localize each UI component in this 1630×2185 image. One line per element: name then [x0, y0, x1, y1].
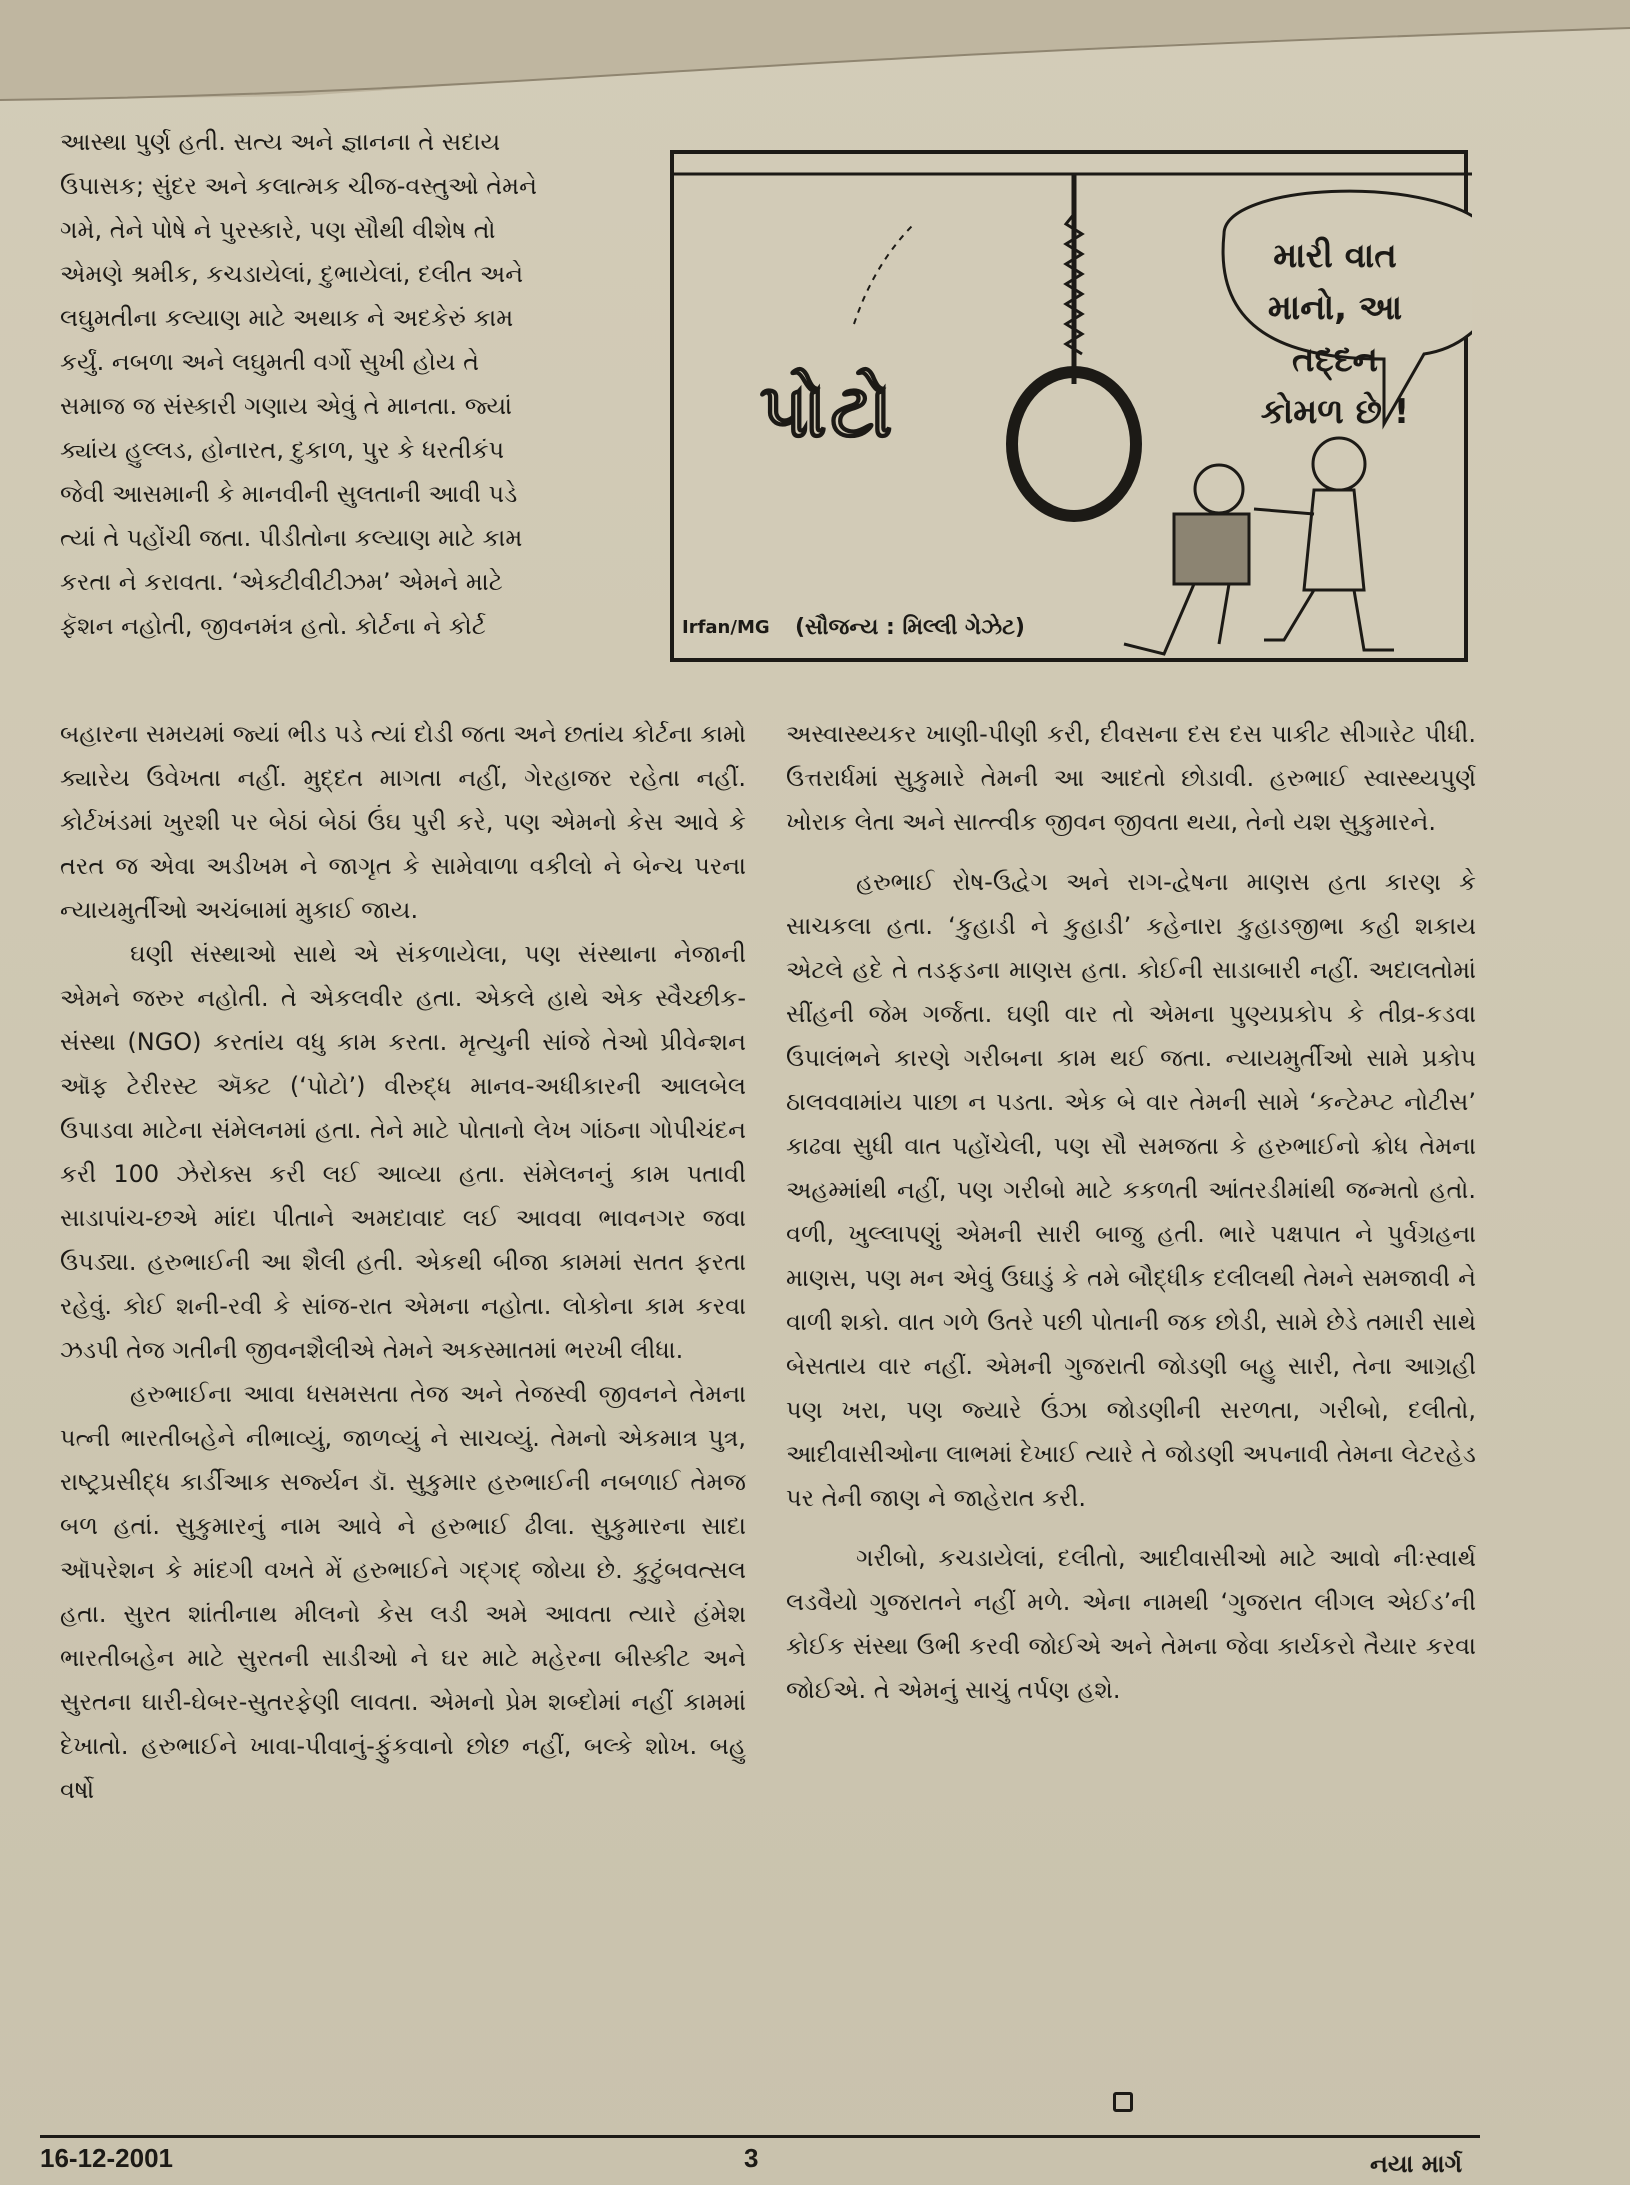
paragraph: ઘણી સંસ્થાઓ સાથે એ સંકળાયેલા, પણ સંસ્થાના નેજાની એમને જરુર નહોતી. તે એકલવીર હતા. એકલે હાથે એક સ્વૈચ્છીક-સંસ્થા (NGO) કરતાંય વધુ કામ કરતા. મૃત્યુની સાંજે તેઓ પ્રીવેન્શન ઑફ ટેરીરસ્ટ ઍક્ટ (‘પોટો’) વીરુદ્ધ માનવ-અધીકારની આલબેલ ઉપાડવા માટેના સંમેલનમાં હતા. તેને માટે પોતાનો લેખ ગાંઠના ગોપીચંદન કરી 100 ઝેરોક્સ કરી લઈ આવ્યા હતા. સંમેલનનું કામ પતાવી સાડાપાંચ-છએ માંદા પીતાને અમદાવાદ લઈ આવવા ભાવનગર જવા ઉપડ્યા. હરુભાઈની આ શૈલી હતી. એકથી બીજા કામમાં સતત ફરતા રહેવું. કોઈ શની-રવી કે સાંજ-રાત એમના નહોતા. લોકોના કામ કરવા ઝડપી તેજ ગતીની જીવનશૈલીએ તેમને અકસ્માતમાં ભરખી લીધા. [60, 940, 746, 1364]
paragraph: હરુભાઈના આવા ધસમસતા તેજ અને તેજસ્વી જીવનને તેમના પત્ની ભારતીબહેને નીભાવ્યું, જાળવ્યું ને સાચવ્યું. તેમનો એકમાત્ર પુત્ર, રાષ્ટ્રપ્રસીદ્ધ કાર્ડીઆક સર્જ્યન ડૉ. સુકુમાર હરુભાઈની નબળાઈ તેમજ બળ હતાં. સુકુમારનું નામ આવે ને હરુભાઈ ઢીલા. સુકુમારના સાદા ઑપરેશન કે માંદગી વખતે મેં હરુભાઈને ગદ્ગદ્ જોયા છે. કુટુંબવત્સલ હતા. સુરત શાંતીનાથ મીલનો કેસ લડી અમે આવતા ત્યારે હંમેશ ભારતીબહેન માટે સુરતની સાડીઓ ને ઘર માટે મહેરના બીસ્કીટ અને સુરતના ઘારી-ઘેબર-સુતરફેણી લાવતા. એમનો પ્રેમ શબ્દોમાં નહીં કામમાં દેખાતો. હરુભાઈને ખાવા-પીવાનું-ફુંકવાનો છોછ નહીં, બલ્કે શોખ. બહુ વર્ષો [60, 1380, 746, 1804]
publication-title: નયા માર્ગ [1370, 2150, 1463, 2178]
end-of-article-mark [1113, 2092, 1133, 2112]
paragraph: બહારના સમયમાં જ્યાં ભીડ પડે ત્યાં દોડી જતા અને છતાંય કોર્ટના કામો ક્યારેય ઉવેખતા નહીં. મુદ્દત માગતા નહીં, ગેરહાજર રહેતા નહીં. કોર્ટખંડમાં ખુરશી પર બેઠાં બેઠાં ઉંઘ પુરી કરે, પણ એમનો કેસ આવે કે તરત જ એવા અડીખમ ને જાગૃત કે સામેવાળા વકીલો ને બેન્ચ પરના ન્યાયમુર્તીઓ અચંબામાં મુકાઈ જાય. [60, 720, 746, 924]
speech-bubble-text: મારી વાત માનો, આ તદ્દન કોમળ છે ! [1260, 236, 1410, 432]
cartoon-courtesy: (સૌજન્ય : મિલ્લી ગેઝેટ) [795, 615, 1025, 640]
torn-top-edge [0, 0, 1630, 110]
left-column-top [60, 120, 640, 648]
issue-date: 16-12-2001 [40, 2143, 173, 2173]
paragraph: આસ્થા પુર્ણ હતી. સત્ય અને જ્ઞાનના તે સદાય ઉપાસક; સુંદર અને કલાત્મક ચીજ-વસ્તુઓ તેમને ગમે, તેને પોષે ને પુરસ્કારે, પણ સૌથી વીશેષ તો એમણે શ્રમીક, કચડાયેલાં, દુભાયેલાં, દલીત અને લઘુમતીના કલ્યાણ માટે અથાક ને અદકેરું કામ કર્યું. નબળા અને લઘુમતી વર્ગો સુખી હોય તે સમાજ જ સંસ્કારી ગણાય એવું તે માનતા. જ્યાં ક્યાંય હુલ્લડ, હોનારત, દુકાળ, પુર કે ધરતીકંપ જેવી આસમાની કે માનવીની સુલતાની આવી પડે ત્યાં તે પહોંચી જતા. પીડીતોના કલ્યાણ માટે કામ કરતા ને કરાવતા. ‘એક્ટીવીટીઝમ’ એમને માટે ફૅશન નહોતી, જીવનમંત્ર હતો. કોર્ટના ને કોર્ટ [60, 128, 538, 640]
figure-right [1254, 438, 1394, 650]
cartoonist-credit: Irfan/MG [682, 617, 770, 638]
page-number: 3 [744, 2143, 759, 2173]
footer-rule [40, 2135, 1480, 2138]
paragraph: ગરીબો, કચડાયેલાં, દલીતો, આદીવાસીઓ માટે આવો નીઃસ્વાર્થ લડવૈયો ગુજરાતને નહીં મળે. એના નામથી ‘ગુજરાત લીગલ એઈડ’ની કોઈક સંસ્થા ઉભી કરવી જોઈએ અને તેમના જેવા કાર્યકરો તૈયાર કરવા જોઈએ. તે એમનું સાચું તર્પણ હશે. [786, 1544, 1476, 1704]
pota-title: પોટો [760, 368, 897, 454]
paragraph: હરુભાઈ રોષ-ઉદ્વેગ અને રાગ-દ્વેષના માણસ હતા કારણ કે સાચકલા હતા. ‘કુહાડી ને કુહાડી’ કહેનારા કુહાડજીભા કહી શકાય એટલે હદે તે તડફડના માણસ હતા. કોઈની સાડાબારી નહીં. અદાલતોમાં સીંહની જેમ ગર્જતા. ઘણી વાર તો એમના પુણ્યપ્રકોપ કે તીવ્ર-કડવા ઉપાલંભને કારણે ગરીબના કામ થઈ જતા. ન્યાયમુર્તીઓ સામે પ્રકોપ ઠાલવવામાંય પાછા ન પડતા. એક બે વાર તેમની સામે ‘કન્ટેમ્પ્ટ નોટીસ’ કાઢવા સુધી વાત પહોંચેલી, પણ સૌ સમજતા કે હરુભાઈનો ક્રોધ તેમના અહમ્માંથી નહીં, પણ ગરીબો માટે કકળતી આંતરડીમાંથી જન્મતો હતો. વળી, ખુલ્લાપણું એમની સારી બાજુ હતી. ભારે પક્ષપાત ને પુર્વગ્રહના માણસ, પણ મન એવું ઉઘાડું કે તમે બૌદ્ધીક દલીલથી તેમને સમજાવી ને વાળી શકો. વાત ગળે ઉતરે પછી પોતાની જક છોડી, સામે છેડે તમારી સાથે બેસતાય વાર નહીં. એમની ગુજરાતી જોડણી બહુ સારી, તેના આગ્રહી પણ ખરા, પણ જ્યારે ઉંઝા જોડણીની સરળતા, ગરીબો, દલીતો, આદીવાસીઓના લાભમાં દેખાઈ ત્યારે તે જોડણી અપનાવી તેમના લેટરહેડ પર તેની જાણ ને જાહેરાત કરી. [786, 868, 1476, 1512]
left-column [60, 712, 746, 1812]
paragraph: અસ્વાસ્થ્યકર ખાણી-પીણી કરી, દીવસના દસ દસ પાકીટ સીગારેટ પીધી. ઉત્તરાર્ધમાં સુકુમારે તેમની આ આદતો છોડાવી. હરુભાઈ સ્વાસ્થ્યપુર્ણ ખોરાક લેતા અને સાત્ત્વીક જીવન જીવતા થયા, તેનો યશ સુકુમારને. [786, 720, 1476, 836]
figure-left [1124, 465, 1249, 654]
right-column [786, 712, 1476, 1712]
